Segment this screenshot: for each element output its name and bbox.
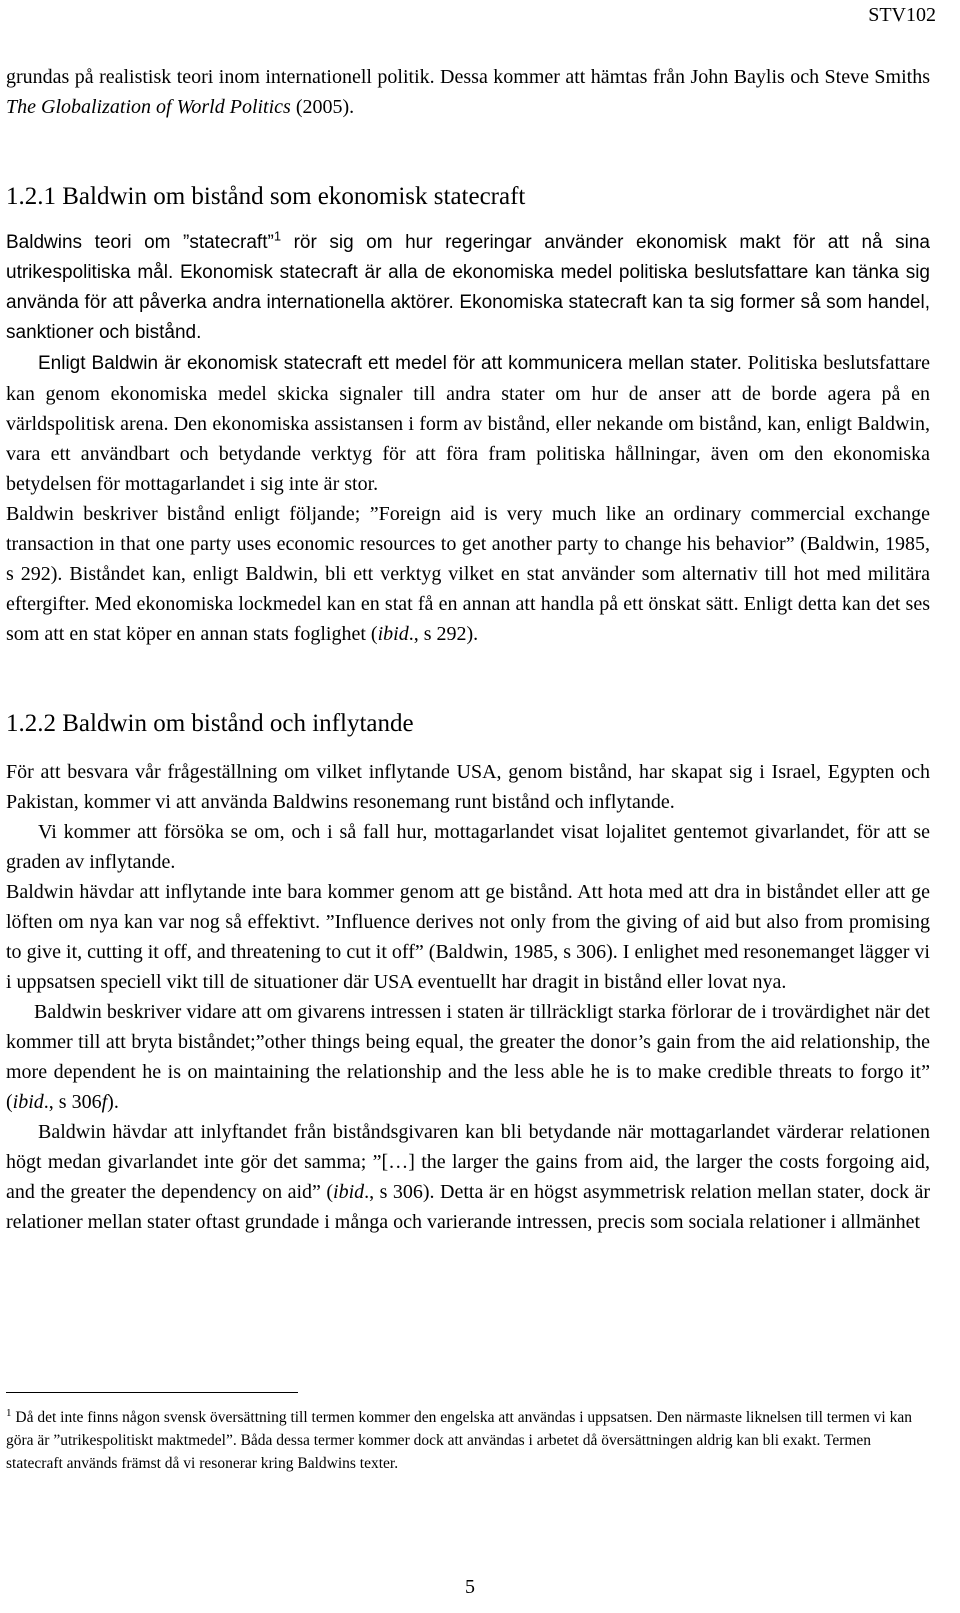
book-title: The Globalization of World Politics	[6, 96, 291, 118]
footnote-ref-1[interactable]: 1	[273, 228, 282, 244]
s2p5-after: ., s 306). Detta är en högst asymmetrisk relation mellan stater, dock är relationer mellan stater oftast grundade i många och varierande intressen, precis som sociala relationer i allmänhet	[6, 1181, 930, 1233]
section-2-paragraph-5	[6, 1117, 930, 1237]
intro-text-before: grundas på realistisk teori inom internationell politik. Dessa kommer att hämtas från John Baylis och Steve Smiths	[6, 66, 930, 88]
s2p4-after: ).	[107, 1091, 119, 1113]
s2p4-ibid: ibid	[12, 1091, 44, 1113]
intro-text-after: (2005).	[290, 96, 355, 118]
s2p4-before: Baldwin beskriver vidare att om givarens intressen i staten är tillräckligt starka förlorar de i trovärdighet när det kommer till att bryta biståndet;”other things being equal, the greater the donor’s gain from the aid relationship, the more dependent he is on maintaining the relationship and the less able he is to make credible threats to forgo it” (	[6, 1001, 930, 1113]
section-2-paragraph-3: Baldwin hävdar att inflytande inte bara kommer genom att ge bistånd. Att hota med att dra in biståndet eller att ge löften om nya kan var nog så effektivt. ”Influence derives not only from the giving of aid but also from promising to give it, cutting it off, and threatening to cut it off” (Baldwin, 1985, s 306). I enlighet med resonemanget lägger vi i uppsatsen speciell vikt till de situationer där USA eventuellt har dragit in bistånd eller lovat nya.	[6, 881, 930, 993]
s1p1-after: rör sig om hur regeringar använder ekonomisk makt för att nå sina utrikespolitiska mål. Ekonomisk statecraft är alla de ekonomiska medel politiska beslutsfattare kan tänka sig använda för att påverka andra internationella aktörer. Ekonomiska statecraft kan ta sig former så som handel, sanktioner och bistånd.	[6, 232, 930, 343]
section-2-paragraph-4	[6, 997, 930, 1117]
s2p5-ibid: ibid	[333, 1181, 365, 1203]
s1p3-ibid: ibid	[377, 623, 409, 645]
s2p4-f: f	[101, 1091, 108, 1113]
intro-paragraph	[6, 62, 930, 122]
footnote-text: Då det inte finns någon svensk översättning till termen kommer den engelska att användas i uppsatsen. Den närmaste liknelsen till termen vi kan göra är ”utrikespolitiskt maktmedel”. Båda dessa termer kommer dock att användas i arbetet då översättningen aldrig kan bli exakt. Termen statecraft används främst då vi resonerar kring Baldwins texter.	[6, 1409, 912, 1472]
footnote-separator	[6, 1392, 298, 1393]
s1p1-before: Baldwins teori om ”statecraft”	[6, 232, 274, 253]
section-1-paragraph-2	[6, 348, 930, 499]
s2p5-before: Baldwin hävdar att inlyftandet från biståndsgivaren kan bli betydande när mottagarlandet värderar relationen högt medan givarlandet inte gör det samma; ”[…] the larger the gains from aid, the larger the costs forgoing aid, and the greater the dependency on aid” (	[6, 1121, 930, 1203]
page-body	[6, 62, 930, 1237]
footnote-number: 1	[6, 1406, 12, 1419]
s1p2-sans-sentence: Enligt Baldwin är ekonomisk statecraft ett medel för att kommunicera mellan stater.	[38, 353, 742, 374]
section-heading-1-2-2: 1.2.2 Baldwin om bistånd och inflytande	[6, 710, 414, 737]
section-2-paragraph-2: Vi kommer att försöka se om, och i så fall hur, mottagarlandet visat lojalitet gentemot givarlandet, för att se graden av inflytande.	[6, 821, 930, 873]
footnote-1	[6, 1406, 930, 1475]
section-heading-1-2-1: 1.2.1 Baldwin om bistånd som ekonomisk statecraft	[6, 183, 526, 210]
s2p4-mid: ., s 306	[43, 1091, 102, 1113]
section-1-paragraph-3	[6, 499, 930, 649]
s1p3-after: ., s 292).	[408, 623, 479, 645]
section-2-paragraph-1: För att besvara vår frågeställning om vilket inflytande USA, genom bistånd, har skapat sig i Israel, Egypten och Pakistan, kommer vi att använda Baldwins resonemang runt bistånd och inflytande.	[6, 761, 930, 813]
section-1-paragraph-1	[6, 228, 930, 348]
s1p3-before: Baldwin beskriver bistånd enligt följande; ”Foreign aid is very much like an ordinary commercial exchange transaction in that one party uses economic resources to get another party to change his behavior” (Baldwin, 1985, s 292). Biståndet kan, enligt Baldwin, bli ett verktyg vilket en stat använder som alternativ till hot med militära eftergifter. Med ekonomiska lockmedel kan en stat få en annan att handla på ett önskat sätt. Enligt detta kan det ses som att en stat köper en annan stats foglighet (	[6, 503, 930, 645]
course-code-header: STV102	[868, 4, 936, 26]
page-number: 5	[465, 1576, 475, 1598]
s1p2-serif-text: Politiska beslutsfattare kan genom ekonomiska medel skicka signaler till andra stater om hur de anser att de borde agera på en världspolitisk arena. Den ekonomiska assistansen i form av bistånd, eller nekande om bistånd, kan, enligt Baldwin, vara ett användbart och betydande verktyg för att föra fram politiska hållningar, även om den ekonomiska betydelsen för mottagarlandet i sig inte är stor.	[6, 352, 930, 495]
